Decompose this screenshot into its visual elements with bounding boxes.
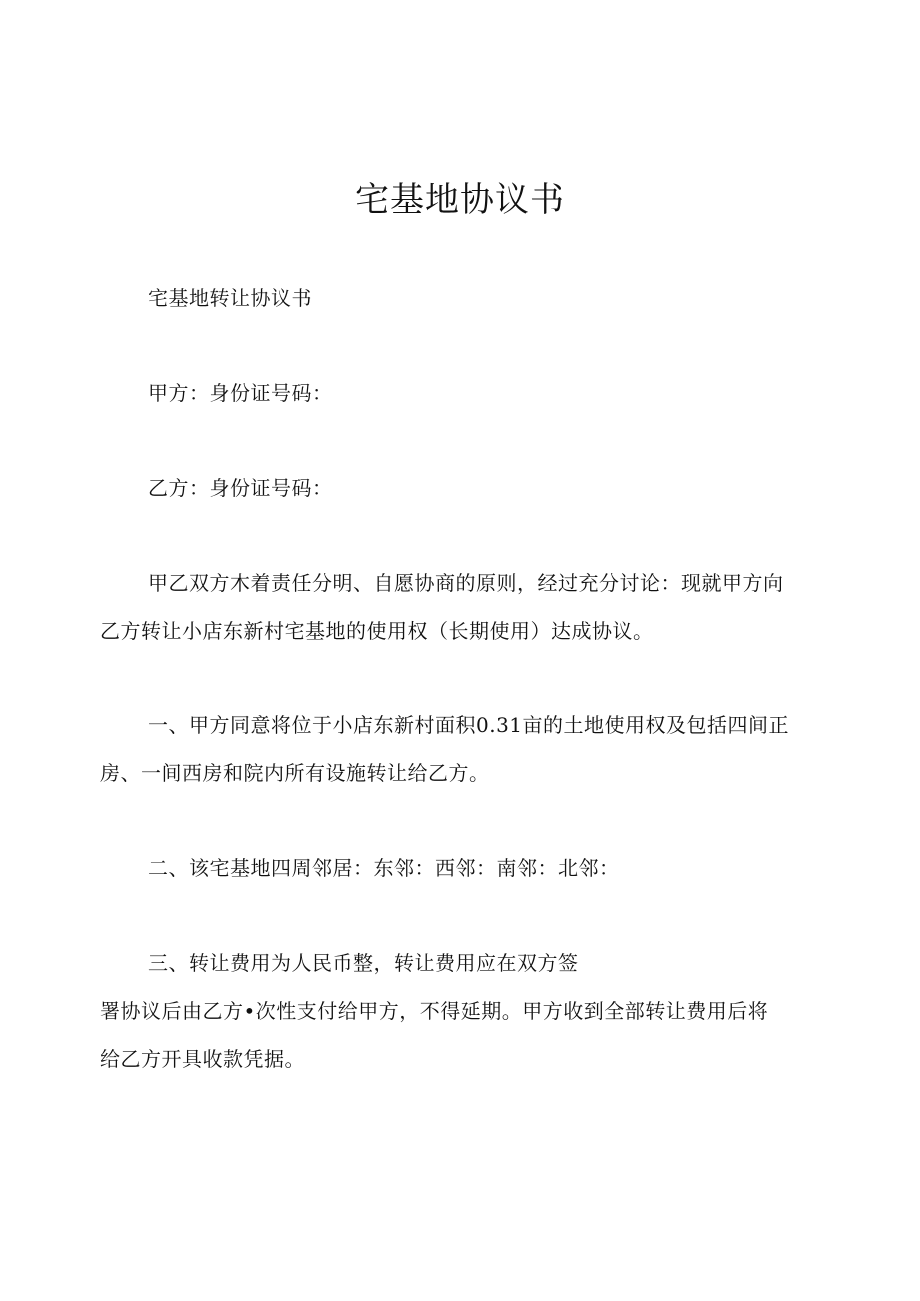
- clause-2-paragraph: [100, 844, 824, 892]
- clause-3-line-2: 署协议后由乙方•次性支付给甲方，不得延期。甲方收到全部转让费用后将: [100, 999, 769, 1023]
- party-a-text: 甲方：身份证号码：: [148, 381, 333, 405]
- party-a-line: [100, 369, 824, 417]
- subtitle-text: 宅基地转让协议书: [148, 286, 312, 310]
- clause-1-paragraph: [100, 701, 824, 797]
- clause-3-line-1: 三、转让费用为人民币整，转让费用应在双方签: [148, 951, 579, 975]
- party-b-line: [100, 464, 824, 512]
- intro-paragraph: [100, 559, 824, 655]
- intro-line-1: 甲乙双方木着责任分明、自愿协商的原则，经过充分讨论：现就甲方向: [148, 571, 784, 595]
- clause-1-line-1: 一、甲方同意将位于小店东新村面积0.31亩的土地使用权及包括四间正: [148, 713, 790, 737]
- clause-1-line-2: 房、一间西房和院内所有设施转让给乙方。: [100, 761, 490, 785]
- document-subtitle: [100, 274, 824, 322]
- clause-2-text: 二、该宅基地四周邻居：东邻：西邻：南邻：北邻：: [148, 856, 620, 880]
- party-b-text: 乙方：身份证号码：: [148, 476, 333, 500]
- intro-line-2: 乙方转让小店东新村宅基地的使用权（长期使用）达成协议。: [100, 619, 654, 643]
- clause-3-line-3: 给乙方开具收款凭据。: [100, 1047, 305, 1071]
- clause-3-paragraph: [100, 939, 824, 1083]
- document-title: 宅基地协议书: [355, 180, 565, 220]
